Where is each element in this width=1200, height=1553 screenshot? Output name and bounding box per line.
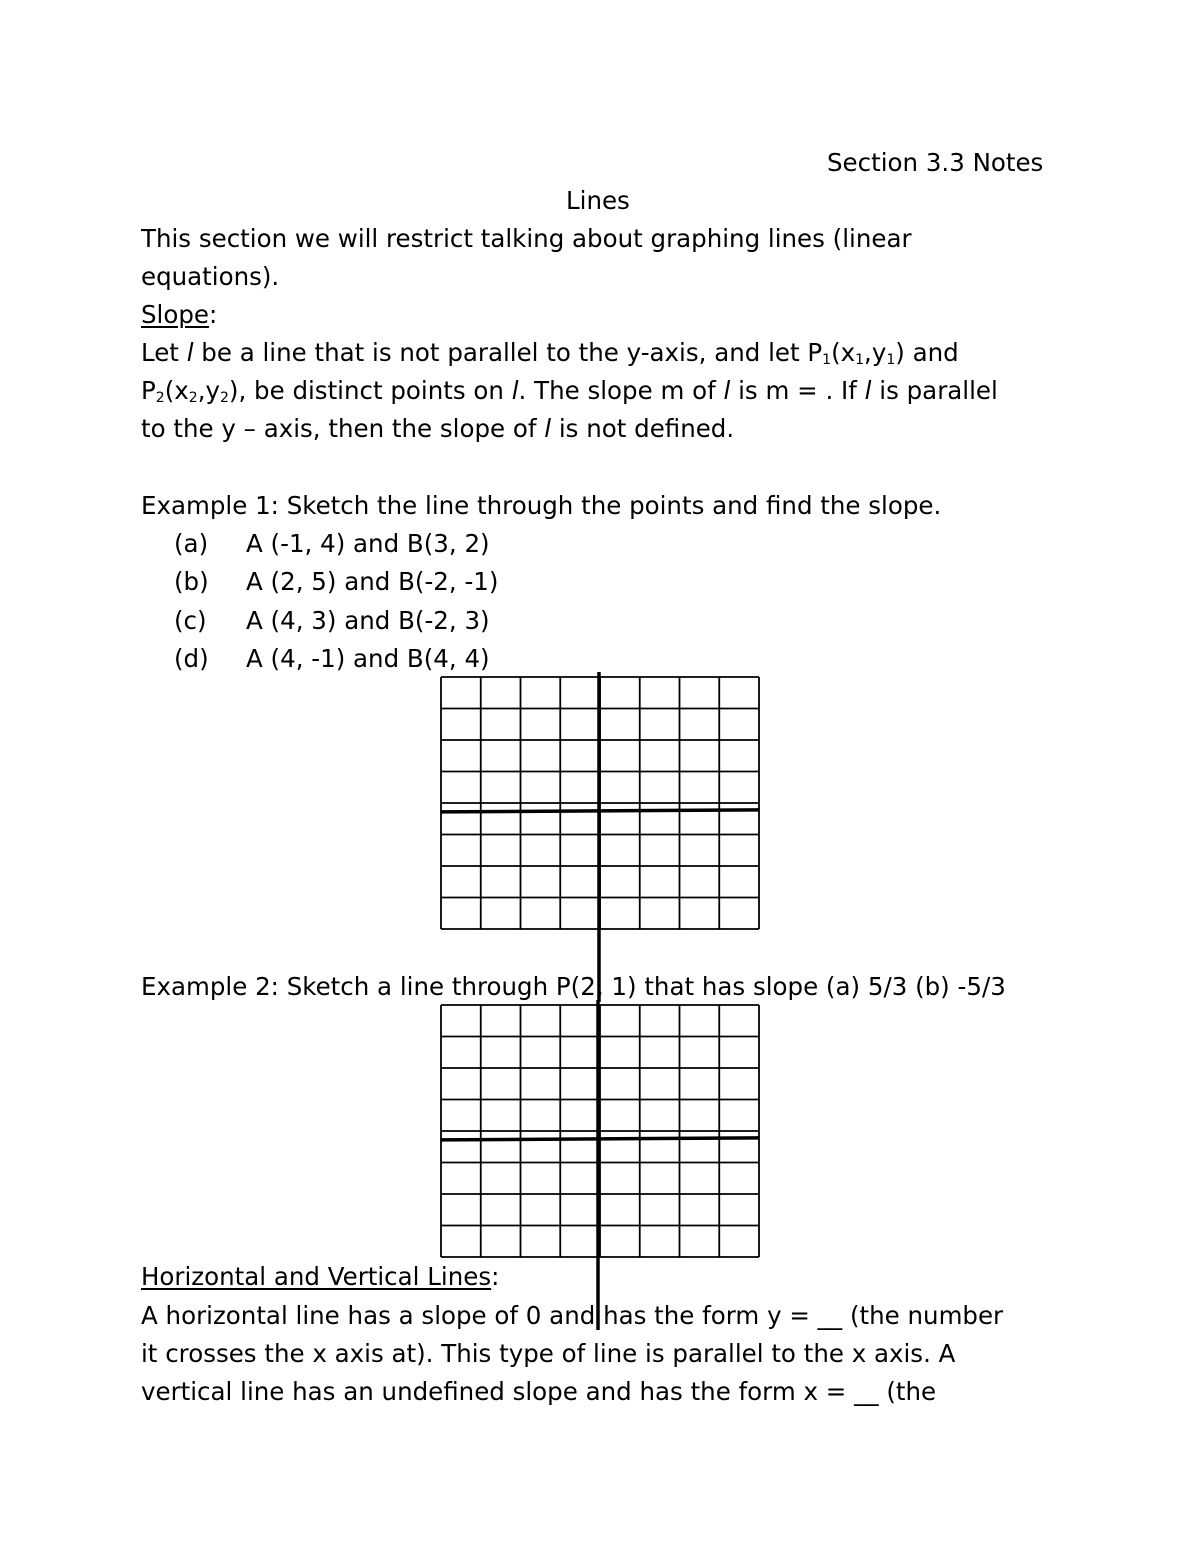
example1-prompt: Example 1: Sketch the line through the points and find the slope. <box>141 491 942 520</box>
slope-line-3: to the y – axis, then the slope of l is not defined. <box>141 414 735 443</box>
hv-heading-text: Horizontal and Vertical Lines <box>141 1262 492 1291</box>
slope-colon: : <box>208 300 218 329</box>
hv-heading <box>141 1258 499 1296</box>
example2-prompt: Example 2: Sketch a line through P(2, 1) that has slope (a) 5/3 (b) -5/3 <box>141 972 1006 1001</box>
intro-line-2: equations). <box>141 262 280 291</box>
slope-line-2: $P_2(x_2,y_2)$, be distinct points on l. The slope m of l is m = . If l is parallel <box>141 376 998 406</box>
hv-line-2: it crosses the x axis at). This type of line is parallel to the x axis. A <box>141 1339 956 1368</box>
topic-title: Lines <box>566 186 630 215</box>
grid1-y-axis <box>595 672 603 1002</box>
example1-item-a: (a) A (-1, 4) and B(3, 2) <box>174 529 490 558</box>
intro-line-1: This section we will restrict talking about graphing lines (linear <box>141 224 912 253</box>
hv-line-1: A horizontal line has a slope of 0 and has the form y = __ (the number <box>141 1301 1004 1330</box>
grid2-y-axis <box>594 1000 602 1330</box>
example1-item-c: (c) A (4, 3) and B(-2, 3) <box>174 606 490 635</box>
example1-item-d: (d) A (4, -1) and B(4, 4) <box>174 644 490 673</box>
slope-line-1: Let l be a line that is not parallel to the y-axis, and let $P_1(x_1,y_1)$ and <box>141 338 959 368</box>
hv-line-3: vertical line has an undefined slope and has the form x = __ (the <box>141 1377 937 1406</box>
section-title: Section 3.3 Notes <box>827 148 1044 177</box>
slope-heading <box>141 296 217 334</box>
slope-heading-text: Slope <box>141 300 209 329</box>
hv-colon: : <box>491 1262 500 1291</box>
example1-item-b: (b) A (2, 5) and B(-2, -1) <box>174 567 499 596</box>
